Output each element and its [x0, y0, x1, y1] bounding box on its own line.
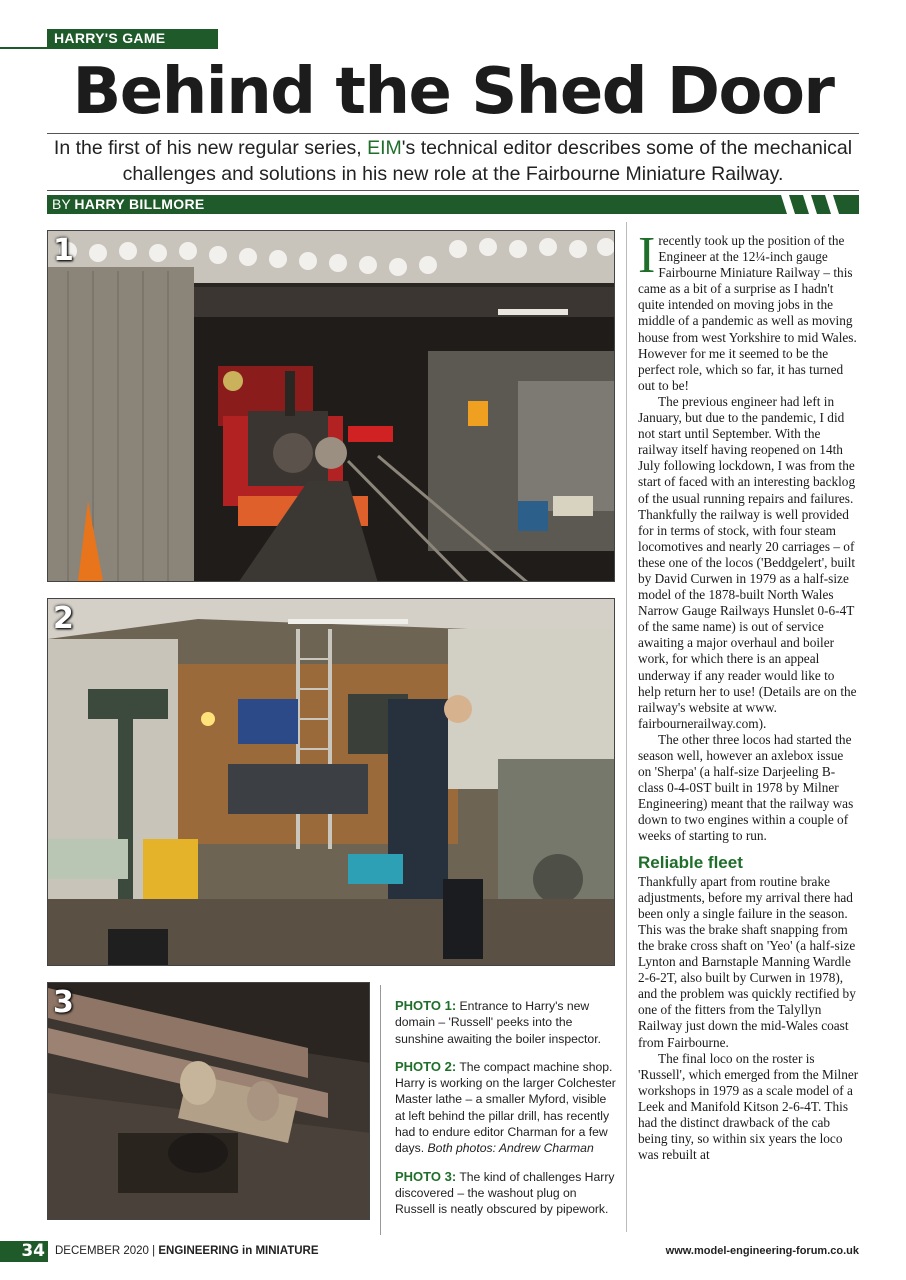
standfirst-pre: In the first of his new regular series,	[53, 137, 368, 159]
footer-issue	[55, 1245, 319, 1257]
paragraph-1-text: recently took up the position of the Engineer at the 12¼-inch gauge Fairbourne Miniature Railway – this came as a bit of a surprise as I hadn't quite intended on moving jobs in the middle of a pandemic as well as moving house from west Yorkshire to mid Wales. However for me it seemed to be the perfect role, which so far, it has turned out to be!	[638, 233, 857, 393]
standfirst	[47, 135, 859, 187]
divider-top	[47, 133, 859, 134]
photo-1	[47, 230, 615, 582]
byline-bar	[47, 195, 859, 214]
paragraph-1	[638, 227, 859, 394]
caption-photo-1	[395, 998, 617, 1047]
photo-credit: Both photos: Andrew Charman	[427, 1141, 594, 1156]
subheading: Reliable fleet	[638, 852, 743, 872]
caption-text: The compact machine shop. Harry is working on the larger Colchester Master lathe – a smaller Myford, visible at left behind the pillar drill, has recently had to endure editor Charman for a few days.	[395, 1059, 616, 1156]
column-divider	[626, 222, 627, 1232]
photo-1-image	[48, 231, 615, 582]
captions	[395, 998, 617, 1230]
caption-photo-3	[395, 1169, 617, 1218]
photo-3-number: 3	[53, 985, 74, 1020]
headline: Behind the Shed Door	[72, 55, 834, 129]
photo-3	[47, 982, 370, 1220]
footer-website: www.model-engineering-forum.co.uk	[665, 1245, 859, 1257]
photo-2-number: 2	[53, 601, 74, 636]
caption-text: Entrance to Harry's new domain – 'Russell' peeks into the sunshine awaiting the boiler inspector.	[395, 999, 601, 1046]
decorative-stripes	[781, 195, 859, 214]
magazine-name: ENGINEERING in MINIATURE	[158, 1245, 319, 1257]
divider-bottom	[47, 190, 859, 191]
paragraph-5: The final loco on the roster is 'Russell', which emerged from the Milner workshops in 1979 as a scale model of a Leek and Manifold Kitson 2-6-4T. This had the distinct drawback of the cab being tiny, so within six years the loco was rebuilt at	[638, 1050, 859, 1163]
page-number: 34	[0, 1241, 48, 1262]
article-body	[638, 227, 859, 1163]
caption-label: PHOTO 2:	[395, 1058, 457, 1074]
caption-divider	[380, 985, 381, 1235]
section-tag: HARRY'S GAME	[47, 29, 218, 48]
drop-cap: I	[638, 227, 656, 284]
photo-2	[47, 598, 615, 966]
paragraph-3: The other three locos had started the season well, however an axlebox issue on 'Sherpa' (a half-size Darjeeling B-class 0-4-0ST built in 1978 by Milner Engineering) meant that the railway was down to two engines within a couple of weeks of starting to run.	[638, 731, 854, 844]
photo-3-image	[48, 983, 370, 1220]
issue-date: DECEMBER 2020 |	[55, 1245, 159, 1257]
paragraph-2: The previous engineer had left in January, but due to the pandemic, I did not start until September. With the railway itself having reopened on 14th July following lockdown, I was from the start of faced with an interesting backlog of the usual running repairs and failures. Thankfully the railway is well provided for in terms of stock, with four steam locomotives and nearly 20 carriages – of these one of the locos ('Beddgelert', built by David Curwen in 1979 as a half-size model of the 1878-built North Wales Narrow Gauge Railways Hunslet 0-6-4T of the same name) is out of service awaiting a major overhaul and boiler work, for which there is an appeal underway if any reader would like to help return her to use! (Details are on the railway's website at www. fairbournerailway.com).	[638, 393, 857, 731]
photo-2-image	[48, 599, 615, 966]
photo-1-number: 1	[53, 233, 74, 268]
caption-photo-2	[395, 1059, 617, 1157]
caption-label: PHOTO 3:	[395, 1168, 457, 1184]
caption-label: PHOTO 1:	[395, 998, 457, 1013]
standfirst-eim: EIM	[367, 137, 402, 159]
standfirst-post: 's technical editor describes some of the mechanical challenges and solutions in his new role at the Fairbourne Miniature Railway.	[122, 137, 853, 185]
paragraph-4: Thankfully apart from routine brake adjustments, before my arrival there had been only a single failure in the season. This was the brake shaft snapping from the brake cross shaft on 'Yeo' (a half-size Lynton and Barnstaple Manning Wardle 2-6-2T, also built by Curwen in 1978), and the problem was quickly rectified by one of the fitters from the Talyllyn Railway just down the mid-Wales coast from Fairbourne.	[638, 873, 856, 1050]
byline-by: BY	[52, 196, 75, 212]
author-name: HARRY BILLMORE	[74, 196, 205, 212]
byline	[52, 195, 205, 214]
caption-text: The kind of challenges Harry discovered – the washout plug on Russell is neatly obscured by pipework.	[395, 1169, 615, 1217]
